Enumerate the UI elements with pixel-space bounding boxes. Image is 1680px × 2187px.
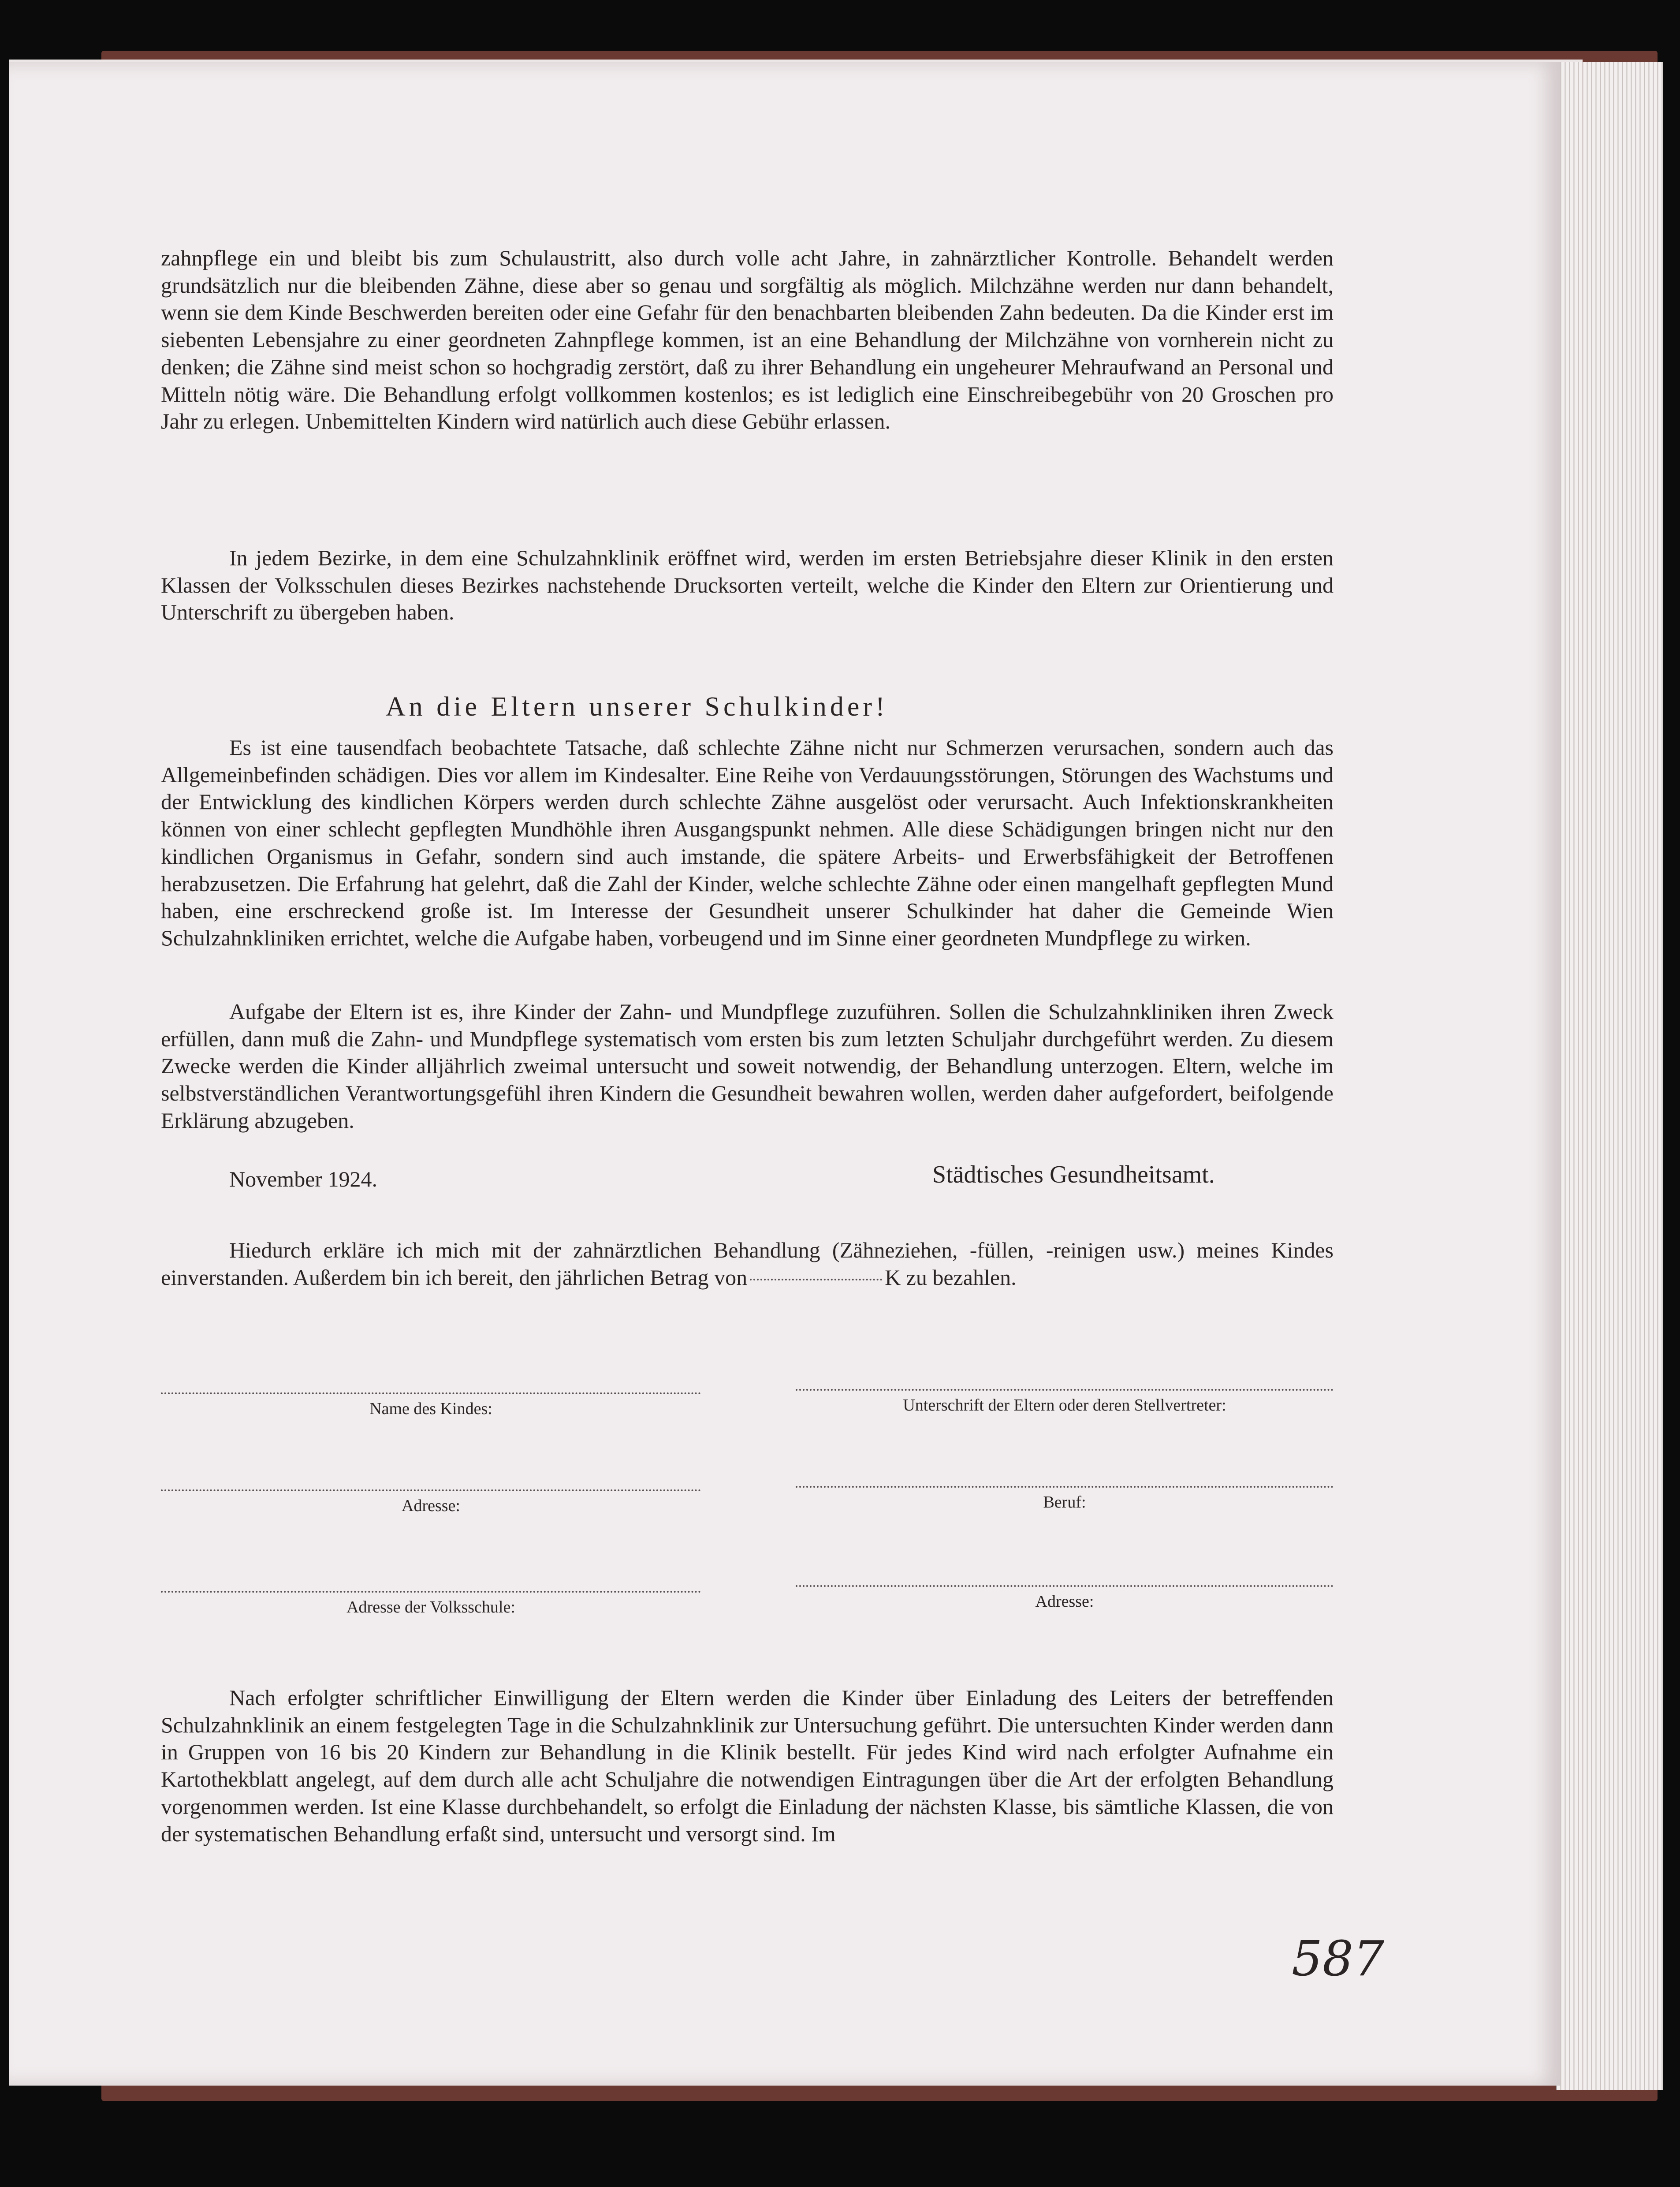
letter-paragraph-2: Aufgabe der Eltern ist es, ihre Kinder der Zahn- und Mundpflege zuzuführen. Sollen die Schulzahnkliniken ihren Zweck erfüllen, dann muß die Zahn- und Mundpflege systematisch vom ersten bis zum letzten Schuljahr durchgeführt werden. Zu diesem Zwecke werden die Kinder alljährlich zweimal untersucht und soweit notwendig, der Behandlung unterzogen. Eltern, welche im selbstverständlichen Verantwortungsgefühl ihren Kindern die Gesundheit bewahren wollen, werden daher aufgefordert, beifolgende Erklärung abzugeben. bbox=[161, 999, 1334, 1133]
page-number: 587 bbox=[1292, 1930, 1384, 1987]
letter-heading: An die Eltern unserer Schulkinder! bbox=[386, 692, 888, 722]
letter-paragraph-1: Es ist eine tausendfach beobachtete Tatsache, daß schlechte Zähne nicht nur Schmerzen verursachen, sondern auch das Allgemeinbefinden schädigen. Dies vor allem im Kindesalter. Eine Reihe von Verdauungsstörungen, Störungen des Wachstums und der Entwicklung des kindlichen Körpers werden durch schlechte Zähne ausgelöst oder verursacht. Auch Infektionskrankheiten können von einer schlecht gepflegten Mundhöhle ihren Ausgangspunkt nehmen. Alle diese Schädigungen bringen nicht nur den kindlichen Organismus in Gefahr, sondern sind auch imstande, die spätere Arbeits- und Erwerbsfähigkeit der Betroffenen herabzusetzen. Die Erfahrung hat gelehrt, daß die Zahl der Kinder, welche schlechte Zähne oder einen mangelhaft gepflegten Mund haben, eine erschreckend große ist. Im Interesse der Gesundheit unserer Schulkinder hat daher die Gemeinde Wien Schulzahnkliniken errichtet, welche die Aufgabe haben, vorbeugend und im Sinne einer geordneten Mundpflege zu wirken. bbox=[161, 735, 1334, 950]
occupation-label: Beruf: bbox=[1043, 1493, 1086, 1511]
letter-signatory: Städtisches Gesundheitsamt. bbox=[932, 1161, 1215, 1188]
school-address-line[interactable] bbox=[161, 1591, 701, 1593]
parent-signature-line[interactable] bbox=[796, 1389, 1334, 1391]
address-line[interactable] bbox=[161, 1489, 701, 1491]
intro-paragraph-1: zahnpflege ein und bleibt bis zum Schulaustritt, also durch volle acht Jahre, in zahnärztlicher Kontrolle. Behandelt werden grundsätzlich nur die bleibenden Zähne, diese aber so genau und sorgfältig als möglich. Milchzähne werden nur dann behandelt, wenn sie dem Kinde Beschwerden bereiten oder eine Gefahr für den benachbarten bleibenden Zahn bedeuten. Da die Kinder erst im siebenten Lebensjahre zu einer geordneten Zahnpflege kommen, ist an eine Behandlung der Milchzähne von vornherein nicht zu denken; die Zähne sind meist schon so hochgradig zerstört, daß zu ihrer Behandlung ein ungeheurer Mehraufwand an Personal und Mitteln nötig wäre. Die Behandlung erfolgt vollkommen kostenlos; es ist lediglich eine Einschreibegebühr von 20 Groschen pro Jahr zu erlegen. Unbemittelten Kindern wird natürlich auch diese Gebühr erlassen. bbox=[161, 246, 1334, 434]
parent-signature-label: Unterschrift der Eltern oder deren Stellvertreter: bbox=[903, 1396, 1226, 1414]
child-name-line[interactable] bbox=[161, 1392, 701, 1394]
child-name-label: Name des Kindes: bbox=[369, 1400, 492, 1418]
occupation-line[interactable] bbox=[796, 1486, 1334, 1488]
school-address-label: Adresse der Volksschule: bbox=[346, 1598, 515, 1616]
address-label: Adresse: bbox=[402, 1497, 460, 1515]
parent-address-label: Adresse: bbox=[1035, 1592, 1094, 1611]
declaration-paragraph bbox=[161, 1237, 1334, 1291]
letter-date: November 1924. bbox=[229, 1167, 378, 1191]
intro-paragraph-2: In jedem Bezirke, in dem eine Schulzahnklinik eröffnet wird, werden im ersten Betriebsjahre dieser Klinik in den ersten Klassen der Volksschulen dieses Bezirkes nachstehende Drucksorten verteilt, welche die Kinder den Eltern zur Orientierung und Unterschrift zu übergeben haben. bbox=[161, 545, 1334, 625]
page-edges bbox=[1556, 62, 1663, 2090]
amount-blank[interactable] bbox=[750, 1279, 882, 1280]
declaration-text-after: K zu bezahlen. bbox=[885, 1265, 1017, 1290]
book-page bbox=[9, 62, 1561, 2086]
declaration-text-before: Hiedurch erkläre ich mich mit der zahnärztlichen Behandlung (Zähneziehen, -füllen, -reinigen usw.) meines Kindes einverstanden. Außerdem bin ich bereit, den jährlichen Betrag von bbox=[161, 1238, 1334, 1290]
closing-paragraph: Nach erfolgter schriftlicher Einwilligung der Eltern werden die Kinder über Einladung des Leiters der betreffenden Schulzahnklinik an einem festgelegten Tage in die Schulzahnklinik zur Untersuchung geführt. Die untersuchten Kinder werden dann in Gruppen von 16 bis 20 Kindern zur Behandlung in die Klinik bestellt. Für jedes Kind wird nach erfolgter Aufnahme ein Kartothekblatt angelegt, auf dem durch alle acht Schuljahre die notwendigen Eintragungen über die Art der erfolgten Behandlung vorgenommen werden. Ist eine Klasse durchbehandelt, so erfolgt die Einladung der nächsten Klasse, bis sämtliche Klassen, die von der systematischen Behandlung erfaßt sind, untersucht und versorgt sind. Im bbox=[161, 1685, 1334, 1846]
parent-address-line[interactable] bbox=[796, 1585, 1334, 1587]
